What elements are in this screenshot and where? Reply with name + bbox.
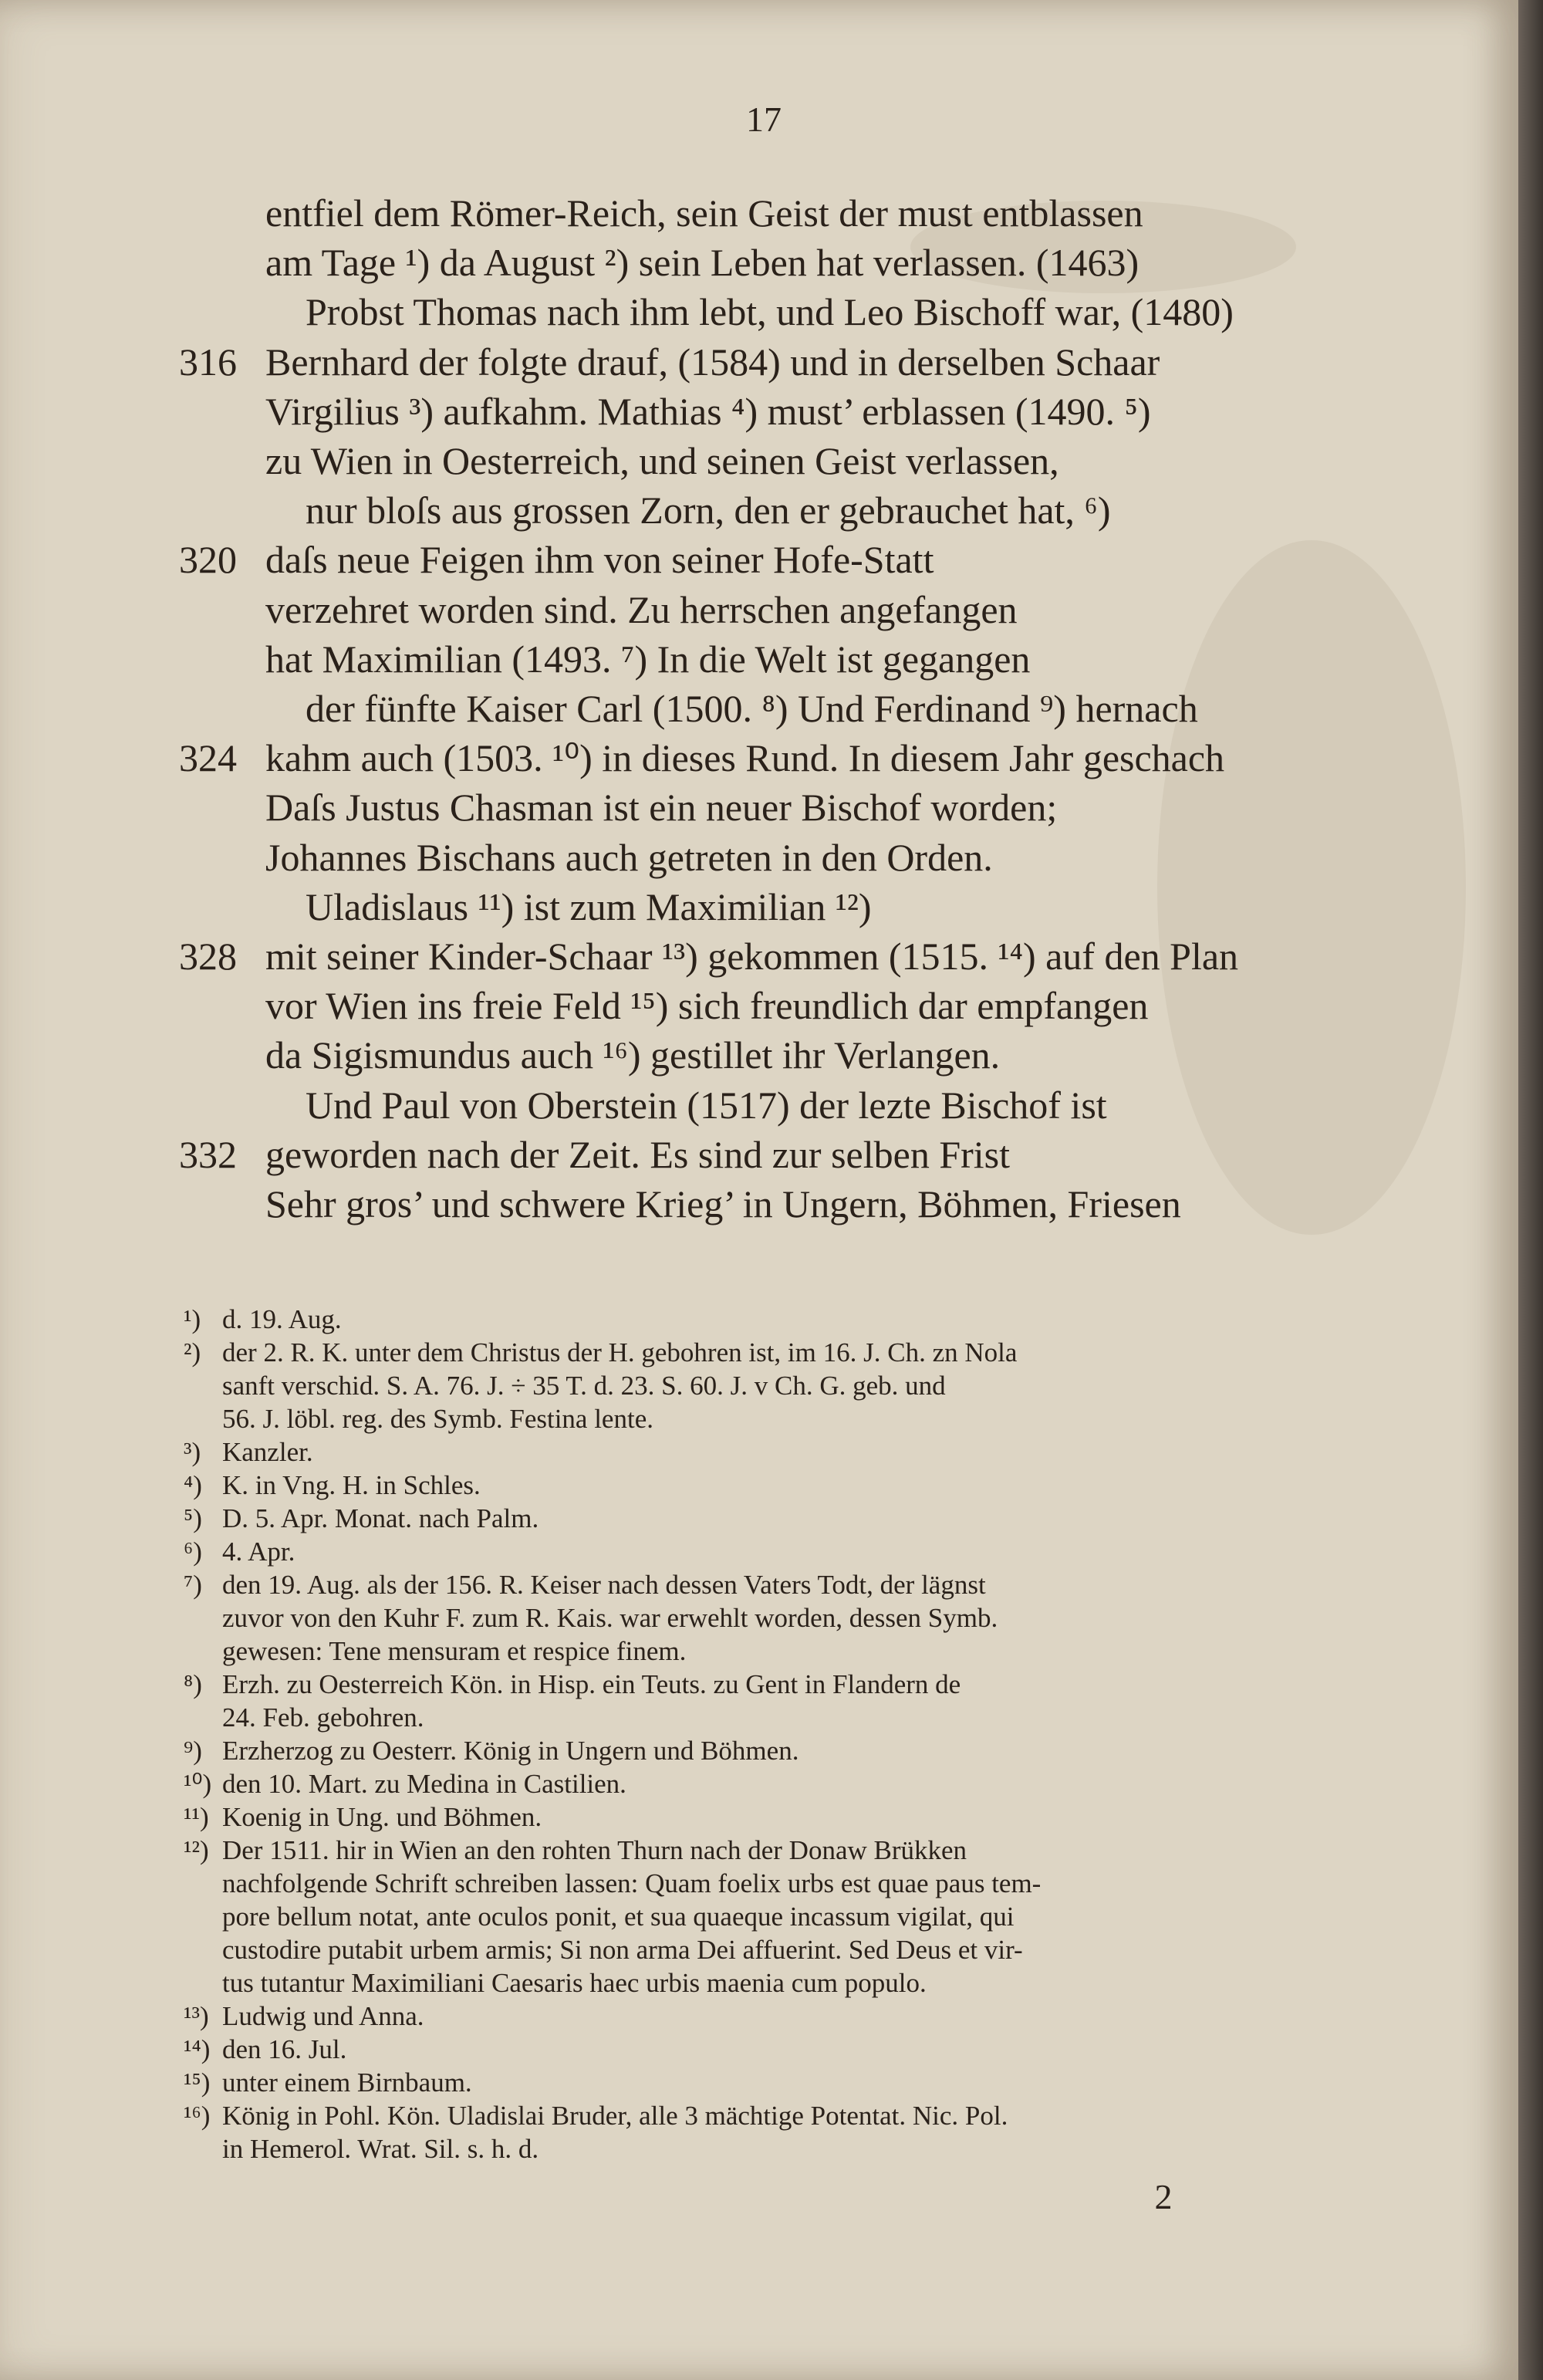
verse-line: [0, 535, 1518, 584]
verse-line-text: Uladislaus ¹¹) ist zum Maximilian ¹²): [306, 884, 872, 928]
verse-line: [0, 981, 1518, 1030]
footnote-line: der 2. R. K. unter dem Christus der H. gebohren ist, im 16. J. Ch. zn Nola: [222, 1337, 1018, 1367]
footnote-text: [222, 1469, 1356, 1502]
verse-line: [0, 485, 1518, 535]
footnote-text: [222, 1668, 1356, 1734]
footnote-line: nachfolgende Schrift schreiben lassen: Quam foelix urbs est quae paus tem-: [222, 1868, 1042, 1898]
footnote-text: [222, 1568, 1356, 1668]
footnote-line: gewesen: Tene mensuram et respice finem.: [222, 1636, 687, 1666]
footnote-mark: ¹¹): [184, 1802, 209, 1832]
verse-line: [0, 882, 1518, 931]
footnote-text: [222, 1303, 1356, 1336]
footnote-line: Koenig in Ung. und Böhmen.: [222, 1802, 542, 1832]
verse-line-text: geworden nach der Zeit. Es sind zur selben Frist: [265, 1132, 1011, 1176]
footnote-mark: ⁵): [184, 1503, 202, 1533]
verse-line-text: verzehret worden sind. Zu herrschen angefangen: [265, 587, 1018, 631]
footnote-line: 24. Feb. gebohren.: [222, 1702, 424, 1733]
footnote-mark: ²): [184, 1337, 201, 1367]
verse-line-text: entfiel dem Römer-Reich, sein Geist der must entblassen: [265, 191, 1143, 235]
footnote-line: K. in Vng. H. in Schles.: [222, 1470, 481, 1500]
signature-mark: 2: [1154, 2177, 1173, 2216]
verse-line: [0, 684, 1518, 733]
verse-line-text: nur bloſs aus grossen Zorn, den er gebrauchet hat, ⁶): [306, 489, 1111, 532]
verse-line: [0, 188, 1518, 238]
footnote-mark: ⁶): [184, 1537, 202, 1567]
footnote-line: König in Pohl. Kön. Uladislai Bruder, alle 3 mächtige Potentat. Nic. Pol.: [222, 2101, 1008, 2131]
footnote-mark: ⁷): [184, 1570, 202, 1600]
footnote-line: sanft verschid. S. A. 76. J. ÷ 35 T. d. 23. S. 60. J. v Ch. G. geb. und: [222, 1371, 946, 1401]
footnote-text: [222, 1435, 1356, 1469]
footnote-line: d. 19. Aug.: [222, 1304, 342, 1334]
verse-line: [0, 733, 1518, 783]
footnote-mark: ¹⁵): [184, 2067, 211, 2098]
footnote-line: 4. Apr.: [222, 1537, 295, 1567]
footnote-line: Ludwig und Anna.: [222, 2001, 424, 2031]
verse-line: [0, 783, 1518, 832]
footnote-mark: ¹): [184, 1304, 201, 1334]
footnote-line: den 19. Aug. als der 156. R. Keiser nach dessen Vaters Todt, der lägnst: [222, 1570, 986, 1600]
footnote-line: 56. J. löbl. reg. des Symb. Festina lente.: [222, 1404, 653, 1434]
footnote-line: den 10. Mart. zu Medina in Castilien.: [222, 1769, 626, 1799]
verse-line-text: hat Maximilian (1493. ⁷) In die Welt ist gegangen: [265, 637, 1031, 681]
footnote-mark: ⁴): [184, 1470, 202, 1500]
line-number: 316: [179, 340, 237, 384]
verse-line: [0, 1080, 1518, 1130]
footnote-line: zuvor von den Kuhr F. zum R. Kais. war erwehlt worden, dessen Symb.: [222, 1603, 998, 1633]
verse-line-text: Und Paul von Oberstein (1517) der lezte Bischof ist: [306, 1083, 1107, 1127]
footnote-line: den 16. Jul.: [222, 2034, 347, 2064]
footnote-text: [222, 1800, 1356, 1834]
footnote-mark: ¹⁴): [184, 2034, 211, 2064]
footnote-line: D. 5. Apr. Monat. nach Palm.: [222, 1503, 539, 1533]
verse-line-text: zu Wien in Oesterreich, und seinen Geist verlassen,: [265, 439, 1059, 482]
footnote-mark: ³): [184, 1437, 201, 1467]
verse-line-text: Probst Thomas nach ihm lebt, und Leo Bischoff war, (1480): [306, 290, 1234, 334]
verse-line: [0, 1179, 1518, 1229]
footnote-mark: ¹³): [184, 2001, 209, 2031]
footnote-text: [222, 1535, 1356, 1568]
footnote-line: Erzh. zu Oesterreich Kön. in Hisp. ein Teuts. zu Gent in Flandern de: [222, 1669, 961, 1699]
verse-line: [0, 287, 1518, 336]
verse-line: [0, 337, 1518, 387]
footnote-line: Kanzler.: [222, 1437, 313, 1467]
footnote-text: [222, 1336, 1356, 1435]
verse-line-text: vor Wien ins freie Feld ¹⁵) sich freundlich dar empfangen: [265, 984, 1149, 1028]
verse-line-text: der fünfte Kaiser Carl (1500. ⁸) Und Ferdinand ⁹) hernach: [306, 687, 1198, 730]
footnote-text: [222, 1734, 1356, 1767]
line-number: 332: [179, 1132, 237, 1176]
verse-line: [0, 931, 1518, 981]
verse-line: [0, 1130, 1518, 1179]
verse-line: [0, 634, 1518, 684]
verse-line: [0, 585, 1518, 634]
verse-line-text: mit seiner Kinder-Schaar ¹³) gekommen (1515. ¹⁴) auf den Plan: [265, 935, 1239, 978]
footnote-text: [222, 1502, 1356, 1535]
verse-line-text: Johannes Bischans auch getreten in den Orden.: [265, 835, 993, 879]
footnote-line: unter einem Birnbaum.: [222, 2067, 472, 2098]
line-number: 324: [179, 736, 237, 780]
footnote-line: Der 1511. hir in Wien an den rohten Thurn nach der Donaw Brükken: [222, 1835, 967, 1865]
verse-line: [0, 833, 1518, 882]
verse-line: [0, 1030, 1518, 1080]
footnote-text: [222, 2033, 1356, 2066]
verse-line-text: da Sigismundus auch ¹⁶) gestillet ihr Verlangen.: [265, 1033, 1001, 1077]
footnote-mark: ⁸): [184, 1669, 202, 1699]
footnote-line: pore bellum notat, ante oculos ponit, et sua quaeque incassum vigilat, qui: [222, 1902, 1015, 1932]
verse-line-text: daſs neue Feigen ihm von seiner Hofe-Statt: [265, 538, 934, 582]
book-gutter-edge: [1518, 0, 1543, 2380]
footnote-line: tus tutantur Maximiliani Caesaris haec urbis maenia cum populo.: [222, 1968, 927, 1998]
verse-line-text: Sehr gros’ und schwere Krieg’ in Ungern, Böhmen, Friesen: [265, 1182, 1181, 1225]
footnote-mark: ⁹): [184, 1736, 202, 1766]
footnote-mark: ¹⁶): [184, 2101, 211, 2131]
line-number: 328: [179, 935, 237, 978]
footnote-text: [222, 2099, 1356, 2165]
footnote-line: custodire putabit urbem armis; Si non arma Dei affuerint. Sed Deus et vir-: [222, 1935, 1023, 1965]
footnote-text: [222, 2000, 1356, 2033]
footnote-line: Erzherzog zu Oesterr. König in Ungern und Böhmen.: [222, 1736, 799, 1766]
footnote-mark: ¹²): [184, 1835, 209, 1865]
footnote-line: in Hemerol. Wrat. Sil. s. h. d.: [222, 2134, 539, 2164]
page-number: 17: [746, 100, 782, 139]
verse-line: [0, 238, 1518, 287]
footnote-mark: ¹⁰): [184, 1769, 212, 1799]
verse-line-text: Virgilius ³) aufkahm. Mathias ⁴) must’ erblassen (1490. ⁵): [265, 389, 1151, 433]
line-number: 320: [179, 538, 237, 582]
verse-line: [0, 387, 1518, 436]
verse-line-text: Daſs Justus Chasman ist ein neuer Bischof worden;: [265, 786, 1058, 830]
verse-line-text: Bernhard der folgte drauf, (1584) und in derselben Schaar: [265, 340, 1160, 384]
verse-line-text: kahm auch (1503. ¹⁰) in dieses Rund. In diesem Jahr geschach: [265, 736, 1225, 780]
footnote-text: [222, 2066, 1356, 2099]
verse-line-text: am Tage ¹) da August ²) sein Leben hat verlassen. (1463): [265, 241, 1140, 285]
footnote-text: [222, 1767, 1356, 1800]
verse-line: [0, 436, 1518, 485]
footnote-text: [222, 1834, 1356, 2000]
